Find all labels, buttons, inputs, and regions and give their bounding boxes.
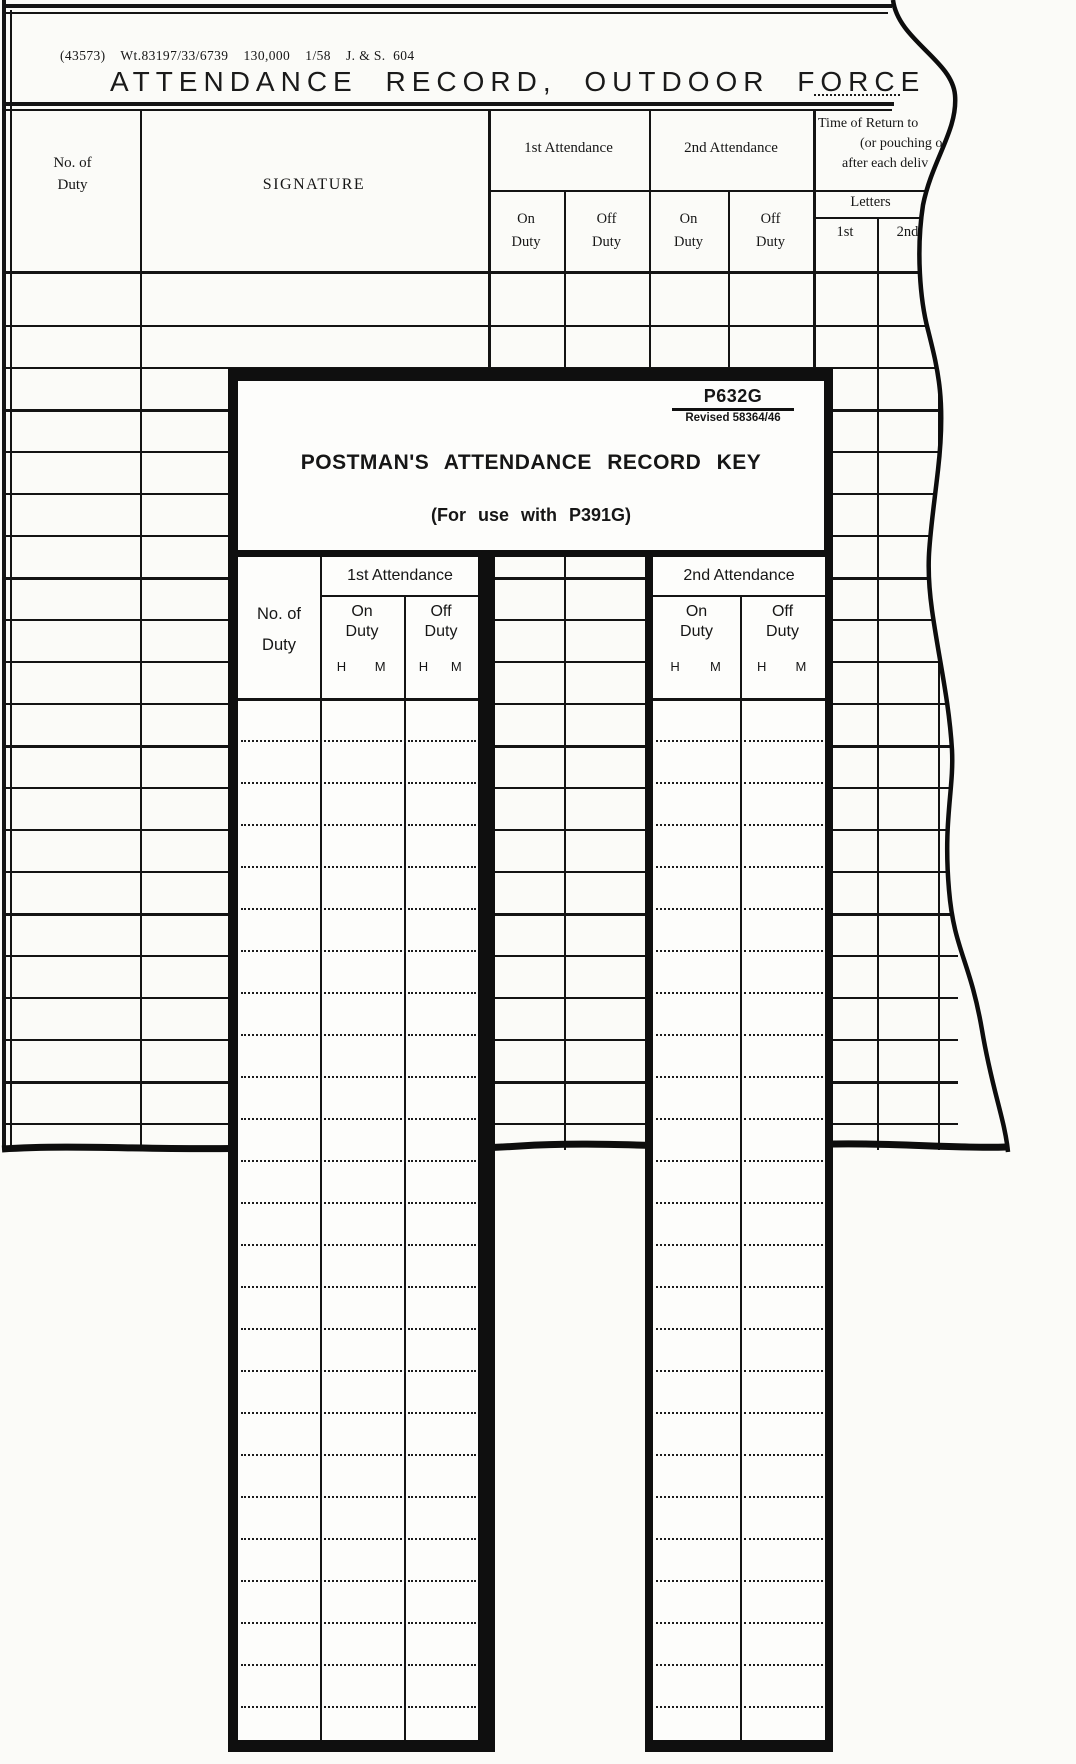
key-record-row [653,910,825,952]
dotted-entry-cell [241,1330,318,1372]
dotted-entry-cell [744,868,823,910]
col-header-signature: SIGNATURE [262,176,366,193]
duty-label: Duty [511,234,541,250]
key-record-row [653,1540,825,1582]
dotted-entry-cell [241,1498,318,1540]
dotted-entry-cell [324,1246,402,1288]
dotted-entry-cell [656,1624,738,1666]
dotted-entry-cell [656,784,738,826]
key-record-row [653,1414,825,1456]
duty-label: Duty [756,234,785,250]
dotted-entry-cell [408,1582,476,1624]
duty-label: Duty [766,623,799,640]
hour-label: H [757,659,767,674]
dotted-entry-cell [408,1330,476,1372]
form-number: P632G [703,386,763,406]
key-record-row [653,1456,825,1498]
dotted-entry-cell [656,1078,738,1120]
dotted-entry-cell [324,1162,402,1204]
key-table-top-border [228,550,833,557]
key-record-row [653,994,825,1036]
revision-note: Revised 58364/46 [685,411,781,424]
title-underline [2,102,894,106]
dotted-entry-cell [241,700,318,742]
form-number-underline [672,408,794,411]
dotted-entry-cell [324,1414,402,1456]
key-record-row [653,1666,825,1708]
dotted-entry-cell [241,910,318,952]
dotted-entry-cell [408,826,476,868]
off-label: Off [430,603,452,620]
key-record-row [653,1078,825,1120]
dotted-entry-cell [241,1036,318,1078]
key-record-row [653,868,825,910]
dotted-entry-cell [744,1120,823,1162]
dotted-entry-cell [408,784,476,826]
dotted-entry-cell [241,994,318,1036]
on-label: On [685,603,708,620]
dotted-entry-cell [408,1036,476,1078]
dotted-entry-cell [324,742,402,784]
duty-label: Duty [424,623,458,640]
dotted-entry-cell [744,1414,823,1456]
key-record-row [238,1456,478,1498]
dotted-entry-cell [241,1624,318,1666]
col-header-letters: Letters [850,194,891,210]
dotted-entry-cell [241,952,318,994]
dotted-entry-cell [324,868,402,910]
dotted-entry-cell [241,1540,318,1582]
dotted-entry-cell [324,952,402,994]
key-record-row [653,1624,825,1666]
col-header-no-of-duty [5,152,140,196]
dotted-entry-cell [744,1498,823,1540]
form-column-line [140,110,142,1150]
col-header-on-duty-2 [649,208,728,254]
dotted-entry-cell [408,1078,476,1120]
dotted-entry-cell [408,1414,476,1456]
dotted-entry-cell [241,1414,318,1456]
dotted-entry-cell [408,1246,476,1288]
dotted-entry-cell [408,1288,476,1330]
off-label: Off [596,211,617,227]
dotted-entry-cell [241,1288,318,1330]
key-record-row [238,1036,478,1078]
form-top-border [2,4,892,8]
dotted-entry-cell [324,784,402,826]
key-card-title: POSTMAN'S ATTENDANCE RECORD KEY [300,451,762,474]
dotted-entry-cell [656,1582,738,1624]
dotted-entry-cell [324,910,402,952]
key-record-row [653,952,825,994]
dotted-entry-cell [324,1078,402,1120]
dotted-entry-cell [408,700,476,742]
key-header-no-of-duty [238,599,320,702]
dotted-entry-cell [324,1288,402,1330]
col-header-on-duty-1 [488,208,564,254]
dotted-entry-cell [744,1456,823,1498]
key-record-row [238,1498,478,1540]
key-record-row [238,1246,478,1288]
key-record-row [653,1330,825,1372]
postman-key-card [228,368,833,1752]
dotted-entry-cell [241,1162,318,1204]
key-record-row [653,826,825,868]
dotted-entry-cell [656,1498,738,1540]
duty-label: Duty [674,234,703,250]
dotted-entry-cell [408,910,476,952]
dotted-entry-cell [656,1372,738,1414]
key-record-row [653,784,825,826]
dotted-entry-cell [408,1162,476,1204]
on-label: On [679,211,698,227]
dotted-entry-cell [241,1456,318,1498]
dotted-entry-cell [241,1582,318,1624]
dotted-entry-cell [744,742,823,784]
dotted-entry-cell [744,1582,823,1624]
no-of-duty-line2: Duty [57,177,88,193]
dotted-entry-cell [241,1120,318,1162]
on-label: On [351,603,373,620]
dotted-entry-cell [656,868,738,910]
form-row-line [2,325,958,327]
dotted-entry-cell [656,700,738,742]
key-record-row [238,742,478,784]
torn-edge-right [850,0,1076,1200]
key-record-row [238,1582,478,1624]
key-header-off-duty-1 [404,597,478,700]
dotted-entry-cell [408,1498,476,1540]
letters-col-2nd: 2nd [896,224,919,240]
dotted-entry-cell [656,1456,738,1498]
dotted-entry-cell [324,1582,402,1624]
dotted-entry-cell [324,826,402,868]
key-record-row [238,1414,478,1456]
dotted-entry-cell [656,952,738,994]
dotted-entry-cell [744,1288,823,1330]
dotted-entry-cell [241,868,318,910]
col-header-off-duty-2 [728,208,813,254]
col-header-1st-attendance: 1st Attendance [524,140,613,156]
dotted-entry-cell [656,1330,738,1372]
time-of-return-line2: (or pouching o [860,136,943,151]
print-code: (43573) Wt.83197/33/6739 130,000 1/58 J. & S. 604 [60,48,415,63]
dotted-entry-cell [744,1540,823,1582]
dotted-entry-cell [241,1666,318,1708]
key-record-row [653,1162,825,1204]
dotted-entry-cell [324,1036,402,1078]
dotted-entry-cell [241,784,318,826]
key-record-row [238,1372,478,1414]
dotted-entry-cell [241,1204,318,1246]
no-of-duty-line1: No. of [53,155,92,171]
key-record-row [653,1120,825,1162]
dotted-entry-cell [241,826,318,868]
dotted-entry-cell [744,784,823,826]
form-top-inner-border [2,12,888,14]
on-label: On [517,211,535,227]
dotted-entry-cell [408,1456,476,1498]
dotted-entry-cell [324,1204,402,1246]
dotted-entry-cell [656,910,738,952]
hour-label: H [418,659,429,674]
dotted-entry-cell [241,1078,318,1120]
key-card-form-number-block [672,386,794,424]
off-label: Off [771,603,794,620]
duty-label: Duty [592,234,621,250]
no-of-label: No. of [256,605,302,623]
dotted-entry-cell [408,1540,476,1582]
key-record-row [238,1540,478,1582]
dotted-entry-cell [656,1204,738,1246]
key-header-on-duty-2 [653,597,740,700]
key-record-row [238,784,478,826]
key-record-row [238,868,478,910]
key-record-row [238,1624,478,1666]
duty-label: Duty [262,636,296,654]
key-header-2nd-attendance: 2nd Attendance [653,557,825,597]
dotted-entry-cell [744,1372,823,1414]
col-header-off-duty-1 [564,208,649,254]
key-record-row [238,1666,478,1708]
dotted-entry-cell [408,868,476,910]
minute-label: M [710,659,721,674]
dotted-entry-cell [656,742,738,784]
key-record-row [238,1120,478,1162]
key-header-off-duty-2 [740,597,825,700]
key-header-1st-attendance: 1st Attendance [320,557,478,597]
minute-label: M [374,659,386,674]
dotted-entry-cell [744,952,823,994]
dotted-entry-cell [656,1288,738,1330]
key-card-right-strip [645,557,833,1752]
dotted-entry-cell [241,742,318,784]
form-title: ATTENDANCE RECORD, OUTDOOR FORCE [110,66,926,97]
key-record-row [238,826,478,868]
time-of-return-line1: Time of Return to [818,116,919,131]
key-record-row [653,1498,825,1540]
dotted-entry-cell [656,1120,738,1162]
dotted-entry-cell [324,1666,402,1708]
dotted-entry-cell [408,994,476,1036]
title-underline-2 [2,109,892,111]
key-header-on-duty-1 [320,597,404,700]
key-card-subtitle: (For use with P391G) [430,505,632,525]
dotted-entry-cell [324,1624,402,1666]
key-record-row [653,742,825,784]
dotted-entry-cell [324,1456,402,1498]
dotted-entry-cell [656,994,738,1036]
dotted-entry-cell [241,1372,318,1414]
dotted-entry-cell [744,994,823,1036]
key-record-row [653,1246,825,1288]
key-record-row [238,1162,478,1204]
duty-label: Duty [345,623,379,640]
dotted-entry-cell [324,1330,402,1372]
dotted-entry-cell [744,1078,823,1120]
key-record-row [238,1288,478,1330]
key-record-row [238,910,478,952]
dotted-entry-cell [408,742,476,784]
dotted-entry-cell [324,1120,402,1162]
dotted-entry-cell [656,1414,738,1456]
dotted-entry-cell [656,1246,738,1288]
hour-label: H [670,659,680,674]
dotted-entry-cell [744,1036,823,1078]
dotted-entry-cell [656,1036,738,1078]
dotted-entry-cell [408,1372,476,1414]
dotted-entry-cell [324,700,402,742]
dotted-entry-cell [744,1666,823,1708]
time-of-return-line3: after each deliv [842,156,929,171]
key-record-row [653,1288,825,1330]
minute-label: M [795,659,807,674]
dotted-entry-cell [744,1204,823,1246]
dotted-entry-cell [324,1372,402,1414]
dotted-entry-cell [656,826,738,868]
dotted-entry-cell [744,1246,823,1288]
key-record-row [238,1078,478,1120]
duty-label: Duty [680,623,713,640]
key-record-row [238,952,478,994]
off-label: Off [760,211,781,227]
dotted-entry-cell [241,1246,318,1288]
dotted-entry-cell [408,1204,476,1246]
dotted-entry-cell [324,1498,402,1540]
dotted-entry-cell [656,1162,738,1204]
dotted-entry-cell [744,700,823,742]
key-record-row [238,994,478,1036]
dotted-entry-cell [408,1666,476,1708]
key-record-row [238,1330,478,1372]
dotted-entry-cell [408,1624,476,1666]
dotted-entry-cell [656,1666,738,1708]
key-record-row [238,1204,478,1246]
dotted-entry-cell [744,910,823,952]
dotted-entry-cell [744,1624,823,1666]
dotted-entry-cell [324,994,402,1036]
key-record-row [653,700,825,742]
key-record-row [653,1036,825,1078]
dotted-entry-cell [656,1540,738,1582]
dotted-entry-cell [744,1162,823,1204]
key-card-header-panel [228,368,833,557]
minute-label: M [450,659,462,674]
key-record-row [238,700,478,742]
dotted-entry-cell [408,952,476,994]
key-record-row [653,1582,825,1624]
col-header-2nd-attendance: 2nd Attendance [684,140,778,156]
dotted-entry-cell [408,1120,476,1162]
key-card-left-strip [228,557,495,1752]
dotted-entry-cell [744,1330,823,1372]
letters-col-1st: 1st [836,224,854,240]
key-record-row [653,1372,825,1414]
dotted-entry-cell [744,826,823,868]
dotted-entry-cell [324,1540,402,1582]
hour-label: H [336,659,347,674]
key-record-row [653,1204,825,1246]
